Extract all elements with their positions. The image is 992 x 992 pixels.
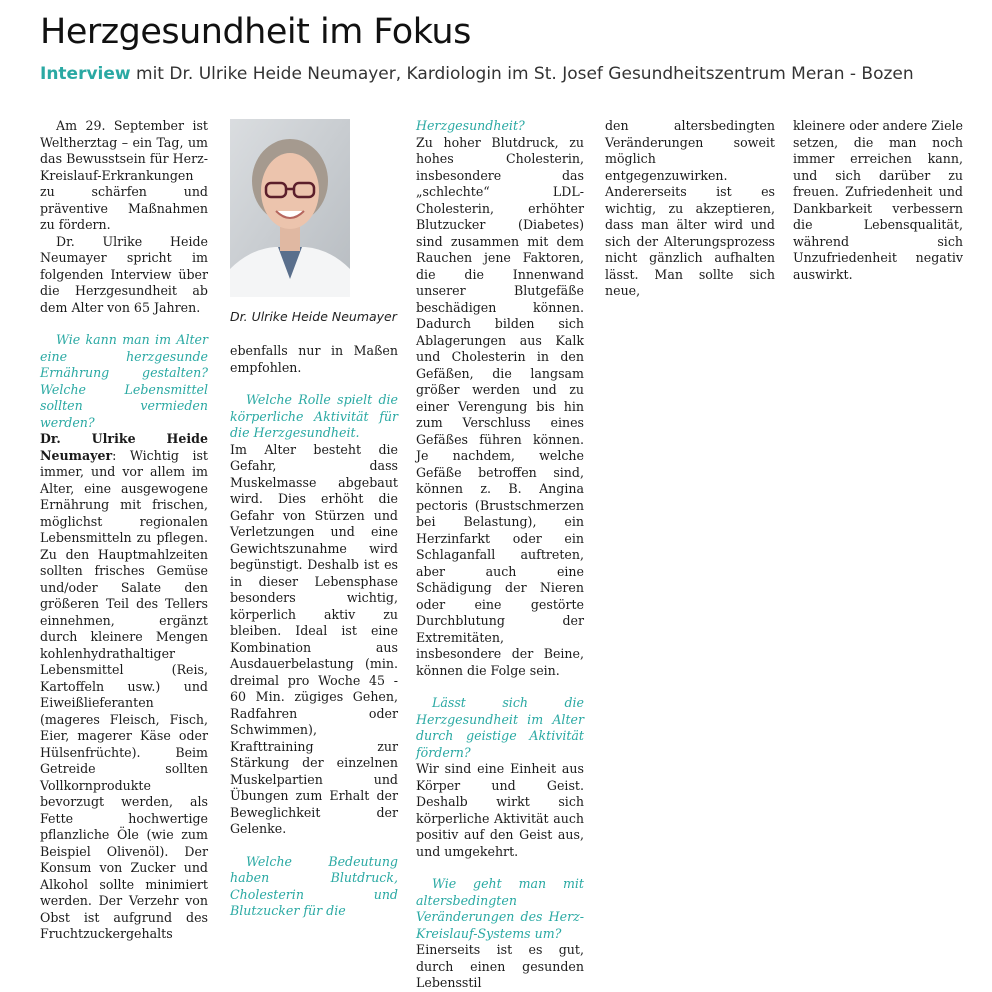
answer-1-text: : Wichtig ist immer, und vor allem im Alter, eine ausgewogene Ernährung mit frischen, möglichst regionalen Lebensmitteln zu pflegen. Zu den Hauptmahlzeiten sollten frisches Gemüse und/oder Salate den größeren Teil des Tellers einnehmen, ergänzt durch kleinere Mengen kohlenhydrathaltiger Lebensmittel (Reis, Kartoffeln usw.) und Eiweißlieferanten (mageres Fleisch, Fisch, Eier, magerer Käse oder Hülsenfrüchte). Beim Getreide sollten Vollkornprodukte bevorzugt werden, als Fette hochwertige pflanzliche Öle (wie zum Beispiel Olivenöl). Der Konsum von Zucker und Alkohol sollte minimiert werden. Der Verzehr von Obst ist aufgrund des Fruchtzuckergehalts (40, 447, 208, 941)
column-5 (793, 118, 963, 283)
answer-5-end: kleinere oder andere Ziele setzen, die man noch immer erreichen kann, und sich darüber zu freuen. Zufriedenheit und Dankbarkeit verbessern die Lebensqualität, während sich Unzufriedenheit negativ auswirkt. (793, 118, 963, 282)
answer-1-continued: ebenfalls nur in Maßen empfohlen. (230, 343, 398, 375)
answer-3: Zu hoher Blutdruck, zu hohes Cholesterin, insbesondere das „schlechte“ LDL-Cholesterin, erhöhter Blutzucker (Diabetes) sind zusammen mit dem Rauchen jene Faktoren, die die Innenwand unserer Blutgefäße beschädigen können. Dadurch bilden sich Ablagerungen aus Kalk und Cholesterin in den Gefäßen, die langsam größer werden und zu einer Verengung bis hin zum Verschluss eines Gefäßes führen können. Je nachdem, welche Gefäße betroffen sind, können z. B. Angina pectoris (Brustschmerzen bei Belastung), ein Herzinfarkt oder ein Schlaganfall auftreten, aber auch eine Schädigung der Nieren oder eine gestörte Durchblutung der Extremitäten, insbesondere der Beine, können die Folge sein. (416, 134, 584, 678)
photo-caption: Dr. Ulrike Heide Neumayer (230, 309, 397, 324)
portrait-photo (230, 119, 350, 297)
speaker-name: Dr. Ulrike Heide Neumayer (40, 431, 208, 463)
column-3 (416, 118, 584, 992)
column-4 (605, 118, 775, 300)
answer-2: Im Alter besteht die Gefahr, dass Muskelmasse abgebaut wird. Dies erhöht die Gefahr von Stürzen und Verletzungen und eine Gewichtszunahme wird begünstigt. Deshalb ist es in dieser Lebensphase besonders wichtig, körperlich aktiv zu bleiben. Ideal ist eine Kombination aus Ausdauerbelastung (min. dreimal pro Woche 45 - 60 Min. zügiges Gehen, Radfahren oder Schwimmen), Krafttraining zur Stärkung der einzelnen Muskelpartien und Übungen zum Erhalt der Beweglichkeit der Gelenke. (230, 441, 398, 836)
column-1 (40, 118, 208, 943)
article-subtitle (40, 64, 914, 84)
subtitle-text: mit Dr. Ulrike Heide Neumayer, Kardiologin im St. Josef Gesundheitszentrum Meran - Bozen (130, 64, 914, 84)
column-2 (230, 343, 398, 920)
answer-1 (40, 431, 208, 943)
question-5: Wie geht man mit altersbedingten Veränderungen des Herz-Kreislauf-Systems um? (416, 876, 584, 941)
intro-paragraph-2: Dr. Ulrike Heide Neumayer spricht im folgenden Interview über die Herzgesundheit ab dem Alter von 65 Jahren. (40, 233, 208, 315)
answer-5-continued: den altersbedingten Veränderungen soweit möglich entgegenzuwirken. Andererseits ist es wichtig, zu akzeptieren, dass man älter wird und sich der Alterungsprozess nicht gänzlich aufhalten lässt. Man sollte sich neue, (605, 118, 775, 298)
answer-5-start: Einerseits ist es gut, durch einen gesunden Lebensstil (416, 942, 584, 990)
intro-paragraph-1: Am 29. September ist Weltherztag – ein Tag, um das Bewusstsein für Herz-Kreislauf-Erkrankungen zu schärfen und präventive Maßnahmen zu fördern. (40, 118, 208, 232)
answer-4: Wir sind eine Einheit aus Körper und Geist. Deshalb wirkt sich körperliche Aktivität auch positiv auf den Geist aus, und umgekehrt. (416, 761, 584, 859)
subtitle-kicker: Interview (40, 64, 131, 84)
question-1: Wie kann man im Alter eine herzgesunde Ernährung gestalten? Welche Lebensmittel sollten vermieden werden? (40, 332, 208, 430)
portrait-illustration (230, 119, 350, 297)
question-3-start: Welche Bedeutung haben Blutdruck, Cholesterin und Blutzucker für die (230, 853, 398, 918)
question-4: Lässt sich die Herzgesundheit im Alter durch geistige Aktivität fördern? (416, 695, 584, 760)
question-3-end: Herzgesundheit? (416, 118, 525, 133)
question-2: Welche Rolle spielt die körperliche Aktivität für die Herzgesundheit. (230, 392, 398, 440)
article-title: Herzgesundheit im Fokus (40, 12, 471, 52)
